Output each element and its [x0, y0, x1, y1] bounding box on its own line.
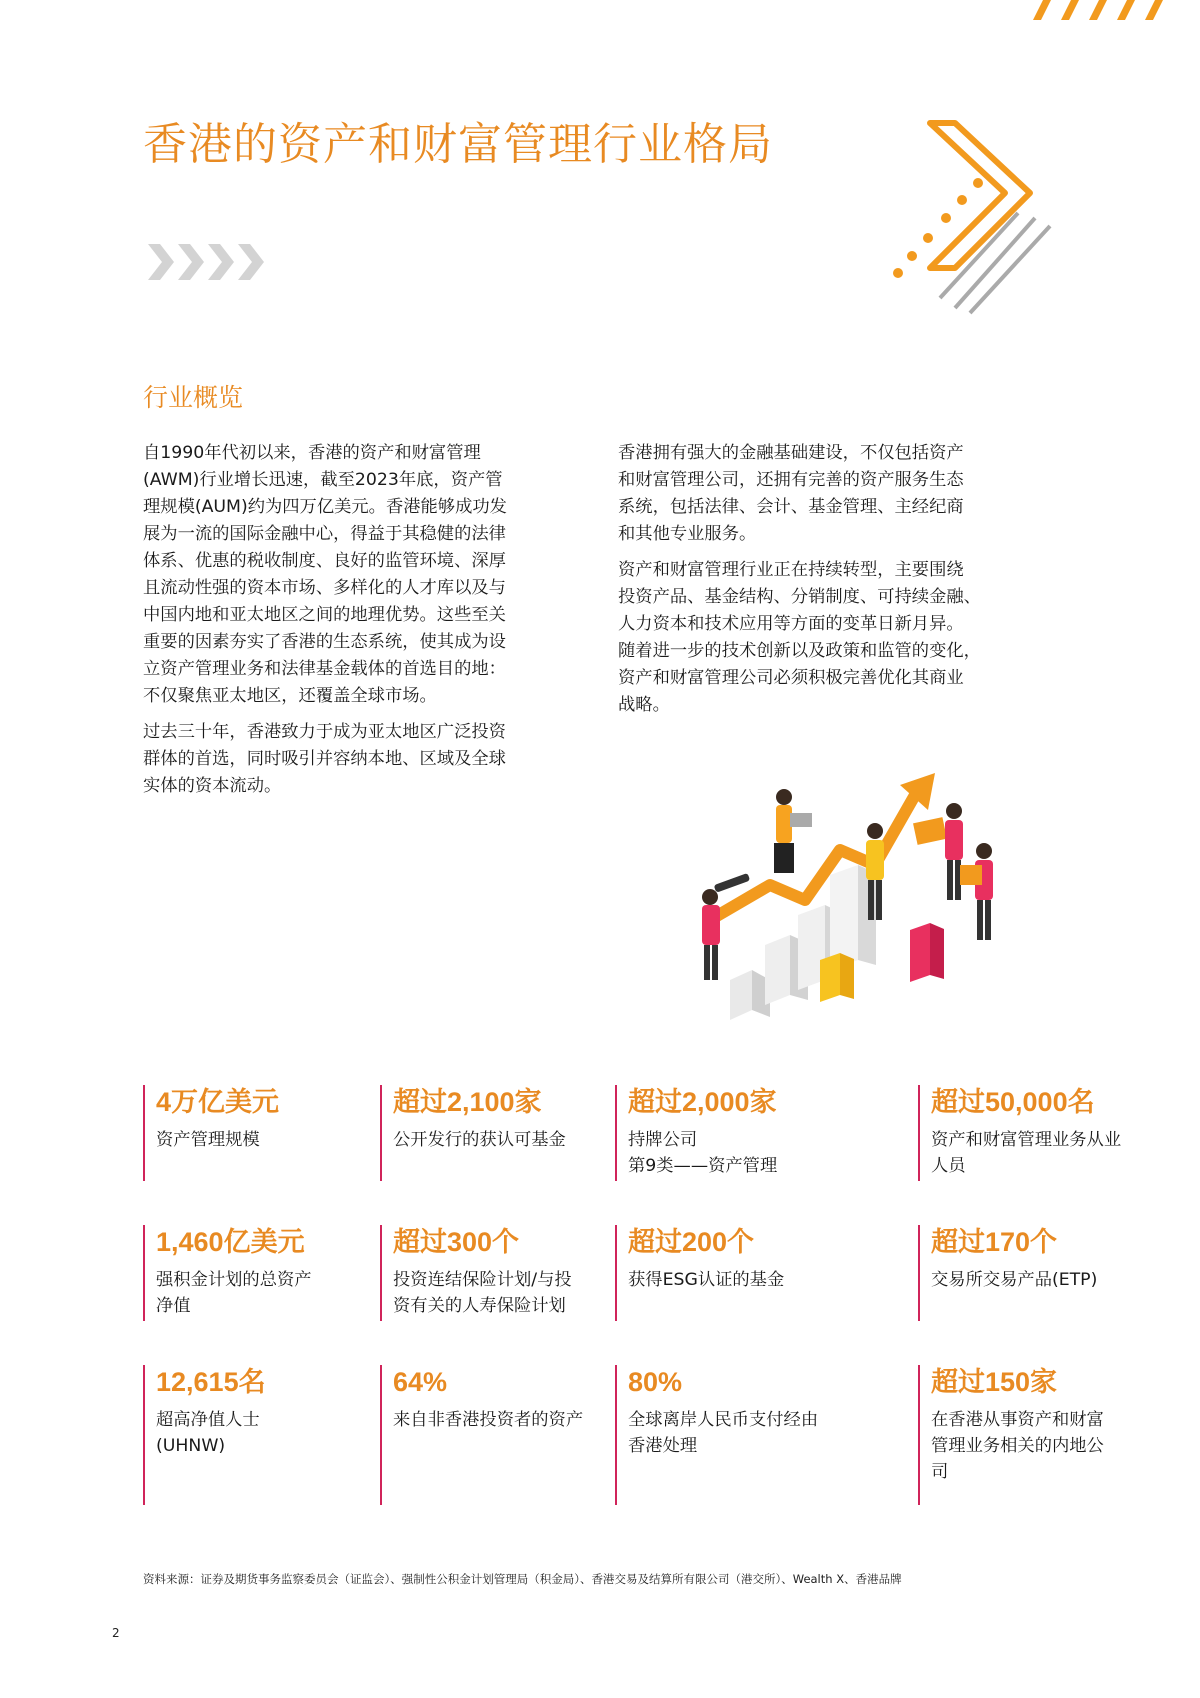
- page-number: 2: [112, 1626, 120, 1640]
- section-heading: 行业概览: [143, 383, 244, 412]
- stat-label-line: 第9类——资产管理: [628, 1156, 778, 1176]
- stat-practitioners: [918, 1085, 1158, 1181]
- body-column-left: [143, 440, 573, 809]
- page-title: 香港的资产和财富管理行业格局: [143, 119, 773, 170]
- stat-ilas: [380, 1225, 610, 1321]
- stat-label-line: 超高净值人士: [156, 1410, 260, 1430]
- stat-label: [393, 1267, 610, 1319]
- stat-esg-funds: [615, 1225, 905, 1321]
- stat-label: [156, 1407, 373, 1459]
- stat-label-line: 持牌公司: [628, 1130, 698, 1150]
- body-paragraph: [618, 557, 1038, 719]
- text-line: 中国内地和亚太地区之间的地理优势。这些至关: [143, 605, 506, 625]
- stat-value: 80%: [628, 1367, 683, 1397]
- text-line: 和其他专业服务。: [618, 524, 757, 544]
- stat-label: [393, 1407, 610, 1433]
- stat-label-line: 人员: [931, 1156, 966, 1176]
- body-paragraph: [143, 440, 573, 710]
- stat-rmb-payments: [615, 1365, 905, 1505]
- stat-label-line: 全球离岸人民币支付经由: [628, 1410, 819, 1430]
- stat-label-line: 净值: [156, 1296, 191, 1316]
- body-paragraph: [143, 719, 573, 800]
- text-line: 体系、优惠的税收制度、良好的监管环境、深厚: [143, 551, 506, 571]
- stat-label: [931, 1407, 1158, 1485]
- stat-value: 超过50,000名: [931, 1087, 1095, 1117]
- stat-label-line: 来自非香港投资者的资产: [393, 1410, 584, 1430]
- stat-value: 1,460亿美元: [156, 1227, 305, 1257]
- stat-label-line: 交易所交易产品(ETP): [931, 1270, 1098, 1290]
- stat-authorized-funds: [380, 1085, 610, 1181]
- text-line: 重要的因素夯实了香港的生态系统，使其成为设: [143, 632, 506, 652]
- stat-label: [628, 1267, 905, 1293]
- stat-value: 超过300个: [393, 1227, 520, 1257]
- stat-value: 超过200个: [628, 1227, 755, 1257]
- text-line: 和财富管理公司，还拥有完善的资产服务生态: [618, 470, 964, 490]
- stat-value: 4万亿美元: [156, 1087, 280, 1117]
- stat-label-line: 在香港从事资产和财富: [931, 1410, 1104, 1430]
- stat-licensed-firms: [615, 1085, 905, 1181]
- stat-value: 超过150家: [931, 1367, 1058, 1397]
- stat-label: [156, 1267, 373, 1319]
- text-line: 且流动性强的资本市场、多样化的人才库以及与: [143, 578, 506, 598]
- text-line: 群体的首选，同时吸引并容纳本地、区域及全球: [143, 749, 506, 769]
- stat-value: 超过2,000家: [628, 1087, 777, 1117]
- arrow-dots-decoration: [860, 118, 1070, 328]
- business-growth-illustration: [690, 765, 1030, 1025]
- text-line: 系统，包括法律、会计、基金管理、主经纪商: [618, 497, 964, 517]
- stat-etp: [918, 1225, 1158, 1321]
- stat-label-line: 投资连结保险计划/与投: [393, 1270, 572, 1290]
- text-line: 展为一流的国际金融中心，得益于其稳健的法律: [143, 524, 506, 544]
- text-line: 人力资本和技术应用等方面的变革日新月异。: [618, 614, 964, 634]
- text-line: 过去三十年，香港致力于成为亚太地区广泛投资: [143, 722, 506, 742]
- source-note: 资料来源：证券及期货事务监察委员会（证监会）、强制性公积金计划管理局（积金局）、香港交易及结算所有限公司（港交所）、Wealth X、香港品牌: [143, 1572, 902, 1586]
- stat-mainland-firms: [918, 1365, 1158, 1505]
- stat-non-hk-assets: [380, 1365, 610, 1505]
- stat-label-line: 资产管理规模: [156, 1130, 260, 1150]
- text-line: 战略。: [618, 695, 670, 715]
- stat-label-line: 香港处理: [628, 1436, 698, 1456]
- text-line: 投资产品、基金结构、分销制度、可持续金融、: [618, 587, 981, 607]
- stat-label: [156, 1127, 373, 1153]
- text-line: 资产和财富管理公司必须积极完善优化其商业: [618, 668, 964, 688]
- text-line: 实体的资本流动。: [143, 776, 282, 796]
- chevron-arrows-icon: [148, 240, 288, 284]
- text-line: 香港拥有强大的金融基础建设，不仅包括资产: [618, 443, 964, 463]
- stat-label: [628, 1127, 905, 1179]
- stat-label-line: 公开发行的获认可基金: [393, 1130, 566, 1150]
- text-line: 资产和财富管理行业正在持续转型，主要围绕: [618, 560, 964, 580]
- stat-mpf: [143, 1225, 373, 1321]
- text-line: 随着进一步的技术创新以及政策和监管的变化，: [618, 641, 981, 661]
- stat-label-line: 资产和财富管理业务从业: [931, 1130, 1122, 1150]
- stat-value: 12,615名: [156, 1367, 266, 1397]
- text-line: 立资产管理业务和法律基金载体的首选目的地：: [143, 659, 506, 679]
- stat-value: 超过170个: [931, 1227, 1058, 1257]
- stat-label-line: 资有关的人寿保险计划: [393, 1296, 566, 1316]
- stat-label-line: 强积金计划的总资产: [156, 1270, 312, 1290]
- stat-label-line: 管理业务相关的内地公: [931, 1436, 1104, 1456]
- stat-aum: [143, 1085, 373, 1181]
- body-paragraph: [618, 440, 1038, 548]
- stat-value: 64%: [393, 1367, 448, 1397]
- stat-label-line: (UHNW): [156, 1436, 226, 1456]
- text-line: 自1990年代初以来，香港的资产和财富管理: [143, 443, 481, 463]
- stat-label: [628, 1407, 905, 1459]
- text-line: (AWM)行业增长迅速，截至2023年底，资产管: [143, 470, 503, 490]
- stat-label-line: 司: [931, 1462, 949, 1482]
- text-line: 不仅聚焦亚太地区，还覆盖全球市场。: [143, 686, 437, 706]
- stat-uhnw: [143, 1365, 373, 1505]
- stat-value: 超过2,100家: [393, 1087, 542, 1117]
- stat-label: [931, 1267, 1158, 1293]
- top-stripes-decoration: [1025, 0, 1165, 20]
- body-column-right: [618, 440, 1038, 728]
- text-line: 理规模(AUM)约为四万亿美元。香港能够成功发: [143, 497, 507, 517]
- stat-label-line: 获得ESG认证的基金: [628, 1270, 785, 1290]
- stat-label: [931, 1127, 1158, 1179]
- stat-label: [393, 1127, 610, 1153]
